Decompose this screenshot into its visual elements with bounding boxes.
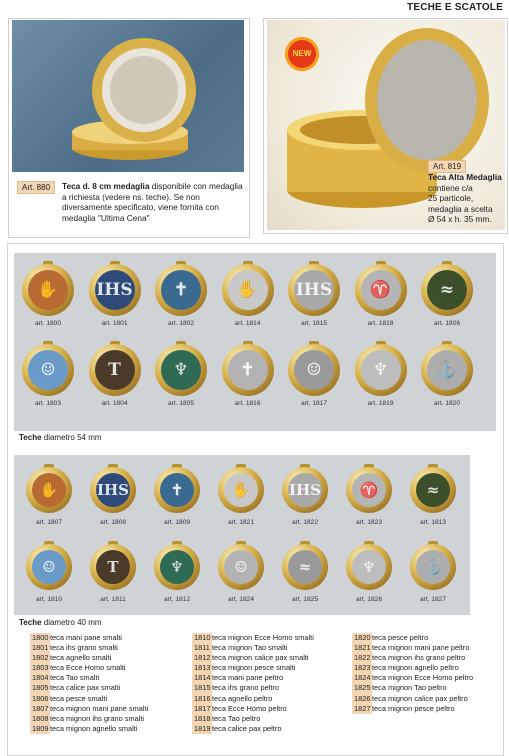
medal-article-label: art. 1809 bbox=[163, 519, 191, 526]
legend-code-text: 1825 bbox=[354, 683, 371, 693]
medal-symbol-icon: ✋ bbox=[236, 280, 259, 300]
medal bbox=[89, 264, 141, 316]
medal-symbol-icon: ♈ bbox=[369, 280, 392, 300]
medal bbox=[155, 264, 207, 316]
legend-row bbox=[352, 683, 473, 693]
caption-54mm-bold: Teche bbox=[19, 433, 42, 442]
legend-code bbox=[352, 683, 372, 693]
legend-code bbox=[30, 724, 50, 734]
legend-description: teca mignon Tao smalti bbox=[212, 643, 288, 653]
medal bbox=[410, 544, 456, 590]
legend-code-text: 1807 bbox=[32, 703, 49, 713]
medal bbox=[90, 467, 136, 513]
legend-code-text: 1801 bbox=[32, 643, 49, 653]
medal-symbol-icon: ✝ bbox=[170, 481, 184, 499]
medal-symbol-icon: ✝ bbox=[240, 360, 255, 380]
legend-description: teca mignon pesce peltro bbox=[372, 703, 455, 713]
medal-symbol-icon: ✋ bbox=[39, 481, 59, 499]
medal-symbol-icon: IHS bbox=[295, 280, 333, 300]
legend-code-text: 1805 bbox=[32, 683, 49, 693]
legend-code-text: 1817 bbox=[194, 703, 211, 713]
legend-row bbox=[192, 714, 314, 724]
medal-symbol-icon: ♆ bbox=[362, 558, 376, 576]
legend-row bbox=[192, 663, 314, 673]
medal-article-label: art. 1817 bbox=[300, 400, 328, 407]
medal-symbol-icon: ✋ bbox=[37, 280, 59, 300]
product-name-819: Teca Alta Medaglia bbox=[428, 172, 502, 182]
product-description-819 bbox=[428, 172, 506, 225]
legend-row bbox=[352, 673, 473, 683]
medal-article-label: art. 1816 bbox=[234, 400, 261, 407]
legend-code-text: 1811 bbox=[194, 643, 210, 653]
medal bbox=[154, 544, 200, 590]
medal bbox=[89, 344, 141, 396]
legend-row bbox=[192, 653, 314, 663]
legend-description: teca mignon agnello peltro bbox=[372, 663, 459, 673]
legend-row bbox=[352, 653, 473, 663]
caption-54mm-rest: diametro 54 mm bbox=[41, 433, 102, 442]
legend-description: teca Tao peltro bbox=[212, 713, 261, 723]
medal-symbol-icon: ✝ bbox=[173, 280, 189, 300]
medal-article-label: art. 1812 bbox=[163, 596, 191, 603]
legend-description: teca mignon Ecce Homo peltro bbox=[372, 673, 474, 683]
legend-code bbox=[192, 694, 212, 704]
product-spec-4: Ø 54 x h. 35 mm. bbox=[428, 214, 492, 224]
legend-code bbox=[352, 673, 372, 683]
legend-row bbox=[192, 683, 314, 693]
medal-article-label: art. 1803 bbox=[34, 400, 62, 407]
legend-code bbox=[192, 704, 212, 714]
legend-code bbox=[192, 673, 212, 683]
legend-column-1 bbox=[30, 633, 148, 734]
legend-description: teca pesce peltro bbox=[372, 633, 429, 642]
legend-code bbox=[352, 704, 372, 714]
legend-row bbox=[352, 704, 473, 714]
medal bbox=[282, 467, 328, 513]
legend-description: teca agnello smalti bbox=[50, 653, 112, 663]
legend-description: teca mignon Ecce Homo smalti bbox=[212, 633, 314, 642]
medal-article-label: art. 1814 bbox=[234, 320, 261, 327]
legend-row bbox=[30, 653, 148, 663]
medal bbox=[222, 264, 274, 316]
medal-symbol-icon: ≈ bbox=[298, 558, 312, 576]
medal-symbol-icon: ♈ bbox=[359, 481, 379, 499]
legend-code-text: 1803 bbox=[32, 663, 49, 673]
legend-description: teca mignon Tao peltro bbox=[372, 683, 447, 693]
art-number-880: Art. 880 bbox=[17, 181, 55, 194]
legend-code bbox=[352, 663, 372, 673]
medal-symbol-icon: ☺ bbox=[234, 558, 248, 576]
product-text-880: disponibile con medaglia a richiesta (vedere ns. teche). Se non diversamente specificato, viene fornita con medaglia "Ultima Cena" bbox=[62, 181, 243, 223]
legend-row bbox=[30, 633, 148, 643]
legend-description: teca mignon agnello smalti bbox=[50, 723, 138, 733]
legend-code bbox=[30, 683, 50, 693]
legend-code-text: 1826 bbox=[354, 693, 371, 703]
medal-symbol-icon: ⚓ bbox=[423, 558, 443, 576]
legend-code-text: 1816 bbox=[194, 693, 211, 703]
legend-code bbox=[352, 633, 372, 643]
legend-row bbox=[30, 673, 148, 683]
medal-article-label: art. 1805 bbox=[167, 400, 195, 407]
medal-article-label: art. 1810 bbox=[35, 596, 63, 603]
medal-symbol-icon: ♆ bbox=[372, 360, 389, 380]
medal bbox=[355, 344, 407, 396]
medal-symbol-icon: ☺ bbox=[40, 360, 56, 380]
art-number-819: Art. 819 bbox=[428, 160, 466, 173]
legend-description: teca mignon ihs grano peltro bbox=[372, 653, 466, 663]
medal bbox=[22, 344, 74, 396]
medal-article-label: art. 1821 bbox=[227, 519, 255, 526]
medal-article-label: art. 1819 bbox=[367, 400, 394, 407]
medal-article-label: art. 1825 bbox=[291, 596, 319, 603]
pyx-image bbox=[12, 20, 244, 172]
caption-40mm bbox=[19, 618, 102, 627]
legend-row bbox=[192, 704, 314, 714]
legend-code bbox=[192, 633, 212, 643]
legend-row bbox=[30, 683, 148, 693]
legend-column-3 bbox=[352, 633, 473, 714]
medal-symbol-icon: ☺ bbox=[42, 558, 56, 576]
medal bbox=[346, 467, 392, 513]
medal-article-label: art. 1820 bbox=[433, 400, 461, 407]
medal-article-label: art. 1808 bbox=[99, 519, 127, 526]
legend-code-text: 1806 bbox=[32, 693, 49, 703]
page-header-title: TECHE E SCATOLE bbox=[407, 2, 503, 13]
legend-row bbox=[30, 704, 148, 714]
legend-description: teca Ecce Homo smalti bbox=[50, 663, 126, 673]
medal bbox=[421, 344, 473, 396]
legend-row bbox=[192, 643, 314, 653]
legend-row bbox=[352, 643, 473, 653]
product-spec-3: medaglia a scelta bbox=[428, 203, 493, 214]
legend-row bbox=[30, 714, 148, 724]
medal-article-label: art. 1807 bbox=[35, 519, 63, 526]
legend-code bbox=[30, 714, 50, 724]
product-name-880: Teca d. 8 cm medaglia bbox=[62, 181, 150, 191]
medal bbox=[22, 264, 74, 316]
legend-code bbox=[192, 714, 212, 724]
legend-code bbox=[30, 653, 50, 663]
medal-symbol-icon: T bbox=[108, 360, 121, 380]
legend-row bbox=[192, 673, 314, 683]
legend-code-text: 1814 bbox=[194, 673, 211, 683]
legend-code-text: 1809 bbox=[32, 723, 49, 733]
medal-article-label: art. 1800 bbox=[34, 320, 62, 327]
caption-40mm-rest: diametro 40 mm bbox=[41, 618, 102, 627]
legend-code-text: 1820 bbox=[354, 633, 371, 642]
legend-code bbox=[192, 683, 212, 693]
product-description-880 bbox=[62, 181, 244, 223]
medal bbox=[282, 544, 328, 590]
legend-row bbox=[352, 633, 473, 643]
legend-description: teca Tao smalti bbox=[50, 673, 100, 683]
medal-symbol-icon: ♆ bbox=[173, 360, 189, 380]
medal bbox=[26, 544, 72, 590]
legend-code bbox=[30, 663, 50, 673]
legend-code-text: 1813 bbox=[194, 663, 211, 673]
medal-article-label: art. 1813 bbox=[419, 519, 447, 526]
legend-description: teca pesce smalti bbox=[50, 693, 108, 703]
legend-code bbox=[30, 643, 50, 653]
medal-symbol-icon: IHS bbox=[96, 481, 130, 499]
legend-code-text: 1815 bbox=[194, 683, 211, 693]
medal bbox=[154, 467, 200, 513]
medal bbox=[90, 544, 136, 590]
legend-code-text: 1810 bbox=[194, 633, 211, 642]
legend-code bbox=[192, 643, 212, 653]
legend-code-text: 1819 bbox=[194, 723, 211, 733]
legend-code-text: 1812 bbox=[194, 653, 211, 663]
legend-code bbox=[30, 704, 50, 714]
medal bbox=[218, 467, 264, 513]
legend-row bbox=[30, 643, 148, 653]
legend-code-text: 1821 bbox=[354, 643, 371, 653]
legend-row bbox=[30, 724, 148, 734]
legend-description: teca ihs grano peltro bbox=[212, 683, 279, 693]
legend-description: teca calice pax peltro bbox=[212, 723, 282, 733]
legend-description: teca mignon pesce smalti bbox=[212, 663, 296, 673]
medal bbox=[155, 344, 207, 396]
medal bbox=[410, 467, 456, 513]
legend-code bbox=[192, 653, 212, 663]
legend-code-text: 1804 bbox=[32, 673, 49, 683]
medal bbox=[288, 344, 340, 396]
medal bbox=[288, 264, 340, 316]
legend-code-text: 1808 bbox=[32, 713, 49, 723]
legend-code bbox=[192, 663, 212, 673]
legend-code-text: 1822 bbox=[354, 653, 371, 663]
legend-code bbox=[30, 633, 50, 643]
legend-code bbox=[352, 643, 372, 653]
legend-description: teca Ecce Homo peltro bbox=[212, 703, 287, 713]
medal-article-label: art. 1822 bbox=[291, 519, 319, 526]
medal bbox=[222, 344, 274, 396]
legend-row bbox=[352, 663, 473, 673]
legend-description: teca mani pane smalti bbox=[50, 633, 122, 642]
legend-description: teca mignon ihs grano smalti bbox=[50, 713, 145, 723]
legend-code-text: 1823 bbox=[354, 663, 371, 673]
legend-code bbox=[30, 694, 50, 704]
legend-code bbox=[352, 694, 372, 704]
medal-article-label: art. 1818 bbox=[367, 320, 394, 327]
medal bbox=[346, 544, 392, 590]
legend-row bbox=[30, 694, 148, 704]
medal-article-label: art. 1802 bbox=[167, 320, 195, 327]
legend-code-text: 1818 bbox=[194, 713, 211, 723]
product-spec-1: contiene c/a bbox=[428, 182, 473, 193]
legend-description: teca agnello peltro bbox=[212, 693, 273, 703]
medal-symbol-icon: ✋ bbox=[231, 481, 251, 499]
legend-description: teca calice pax smalti bbox=[50, 683, 121, 693]
legend-code-text: 1827 bbox=[354, 703, 371, 713]
medal bbox=[218, 544, 264, 590]
medal-symbol-icon: IHS bbox=[96, 280, 133, 300]
medal-article-label: art. 1823 bbox=[355, 519, 383, 526]
medal-article-label: art. 1827 bbox=[419, 596, 447, 603]
legend-code bbox=[192, 724, 212, 734]
medal-article-label: art. 1806 bbox=[433, 320, 461, 327]
caption-54mm bbox=[19, 433, 102, 442]
medal-symbol-icon: ⚓ bbox=[436, 360, 458, 380]
medal bbox=[355, 264, 407, 316]
medal-article-label: art. 1801 bbox=[101, 320, 128, 327]
medal-symbol-icon: IHS bbox=[288, 481, 322, 499]
medal bbox=[421, 264, 473, 316]
medal-symbol-icon: ♆ bbox=[170, 558, 184, 576]
legend-code-text: 1824 bbox=[354, 673, 371, 683]
new-badge: NEW bbox=[285, 37, 319, 71]
product-photo-880 bbox=[12, 20, 244, 172]
medal-symbol-icon: ≈ bbox=[439, 280, 455, 300]
legend-description: teca mignon calice pax smalti bbox=[212, 653, 309, 663]
legend-row bbox=[192, 633, 314, 643]
legend-description: teca mignon mani pane smalti bbox=[50, 703, 149, 713]
product-spec-2: 25 particole, bbox=[428, 193, 474, 203]
legend-row bbox=[192, 694, 314, 704]
legend-description: teca mignon calice pax peltro bbox=[372, 693, 468, 703]
medal-article-label: art. 1824 bbox=[227, 596, 255, 603]
caption-40mm-bold: Teche bbox=[19, 618, 42, 627]
legend-code bbox=[30, 673, 50, 683]
medal bbox=[26, 467, 72, 513]
legend-description: teca mignon mani pane peltro bbox=[372, 643, 470, 653]
legend-code-text: 1802 bbox=[32, 653, 49, 663]
legend-row bbox=[30, 663, 148, 673]
medal-article-label: art. 1826 bbox=[355, 596, 383, 603]
medal-symbol-icon: ≈ bbox=[426, 481, 440, 499]
legend-description: teca mani pane peltro bbox=[212, 673, 284, 683]
legend-row bbox=[352, 694, 473, 704]
legend-code bbox=[352, 653, 372, 663]
legend-code-text: 1800 bbox=[32, 633, 49, 642]
medal-article-label: art. 1811 bbox=[100, 596, 126, 603]
legend-column-2 bbox=[192, 633, 314, 734]
legend-description: teca ihs grano smalti bbox=[50, 643, 118, 653]
medal-symbol-icon: T bbox=[107, 558, 119, 576]
legend-row bbox=[192, 724, 314, 734]
medal-symbol-icon: ☺ bbox=[306, 360, 322, 380]
medal-article-label: art. 1804 bbox=[101, 400, 128, 407]
medal-article-label: art. 1815 bbox=[300, 320, 328, 327]
